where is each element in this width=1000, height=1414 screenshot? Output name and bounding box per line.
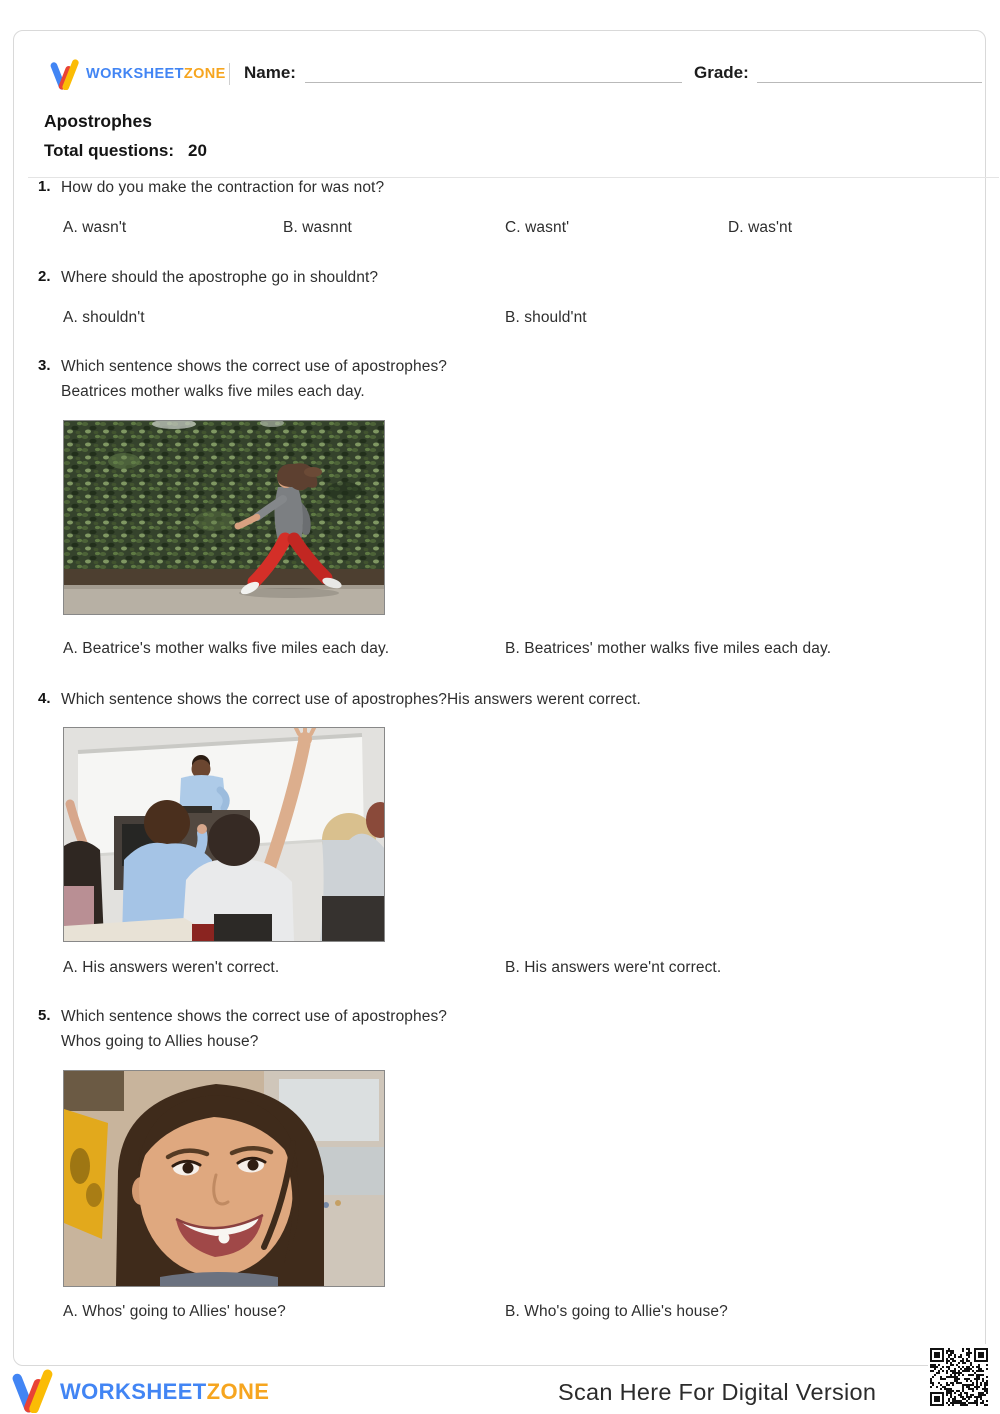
footer-brand-word-worksheet: WORKSHEET	[60, 1379, 207, 1404]
footer-brand-word-zone: ZONE	[206, 1379, 270, 1404]
question-2-option-b: B. should'nt	[505, 309, 587, 326]
question-1-option-b: B. wasnnt	[283, 219, 352, 236]
question-4-number: 4.	[38, 690, 51, 707]
question-3-image-woman-walking	[63, 420, 385, 615]
question-5-number: 5.	[38, 1007, 51, 1024]
question-5-option-b: B. Who's going to Allie's house?	[505, 1303, 728, 1320]
question-2-text: Where should the apostrophe go in shouldnt?	[61, 269, 379, 286]
question-3-option-b: B. Beatrices' mother walks five miles each day.	[505, 640, 832, 657]
question-4-image-classroom	[63, 727, 385, 942]
qr-code-graphic	[928, 1344, 990, 1410]
brand-word-zone: ZONE	[183, 66, 226, 82]
total-questions-value: 20	[188, 141, 207, 160]
question-1-text: How do you make the contraction for was not?	[61, 179, 385, 196]
header-separator	[229, 63, 230, 85]
worksheetzone-logo-icon	[50, 59, 80, 90]
brand-word-worksheet: WORKSHEET	[86, 66, 184, 82]
question-3-text-line2: Beatrices mother walks five miles each day.	[61, 383, 365, 400]
grade-label: Grade:	[694, 63, 749, 82]
total-questions-label: Total questions:	[44, 141, 175, 160]
question-1-option-d: D. was'nt	[728, 219, 793, 236]
question-1-option-c: C. wasnt'	[505, 219, 570, 236]
grade-fill-line[interactable]	[757, 82, 982, 83]
worksheet-title: Apostrophes	[44, 111, 152, 131]
question-4-text: Which sentence shows the correct use of apostrophes?His answers werent correct.	[61, 691, 641, 708]
worksheetzone-wordmark	[86, 66, 226, 82]
question-3-option-a: A. Beatrice's mother walks five miles each day.	[63, 640, 390, 657]
name-label: Name:	[244, 63, 296, 82]
question-2-number: 2.	[38, 268, 51, 285]
question-4-option-b: B. His answers were'nt correct.	[505, 959, 722, 976]
question-1-number: 1.	[38, 178, 51, 195]
name-fill-line[interactable]	[305, 82, 682, 83]
question-5-image-smiling-girl	[63, 1070, 385, 1287]
question-3-text-line1: Which sentence shows the correct use of apostrophes?	[61, 358, 448, 375]
footer-worksheetzone-wordmark	[60, 1379, 269, 1405]
total-questions	[44, 141, 207, 161]
question-1-option-a: A. wasn't	[63, 219, 127, 236]
footer-worksheetzone-logo-icon	[12, 1369, 54, 1413]
question-5-text-line2: Whos going to Allies house?	[61, 1033, 259, 1050]
header-divider	[28, 177, 999, 178]
question-2-option-a: A. shouldn't	[63, 309, 145, 326]
qr-code	[928, 1344, 990, 1410]
question-3-number: 3.	[38, 357, 51, 374]
classroom-illustration	[64, 728, 384, 941]
scan-digital-version-text: Scan Here For Digital Version	[558, 1379, 877, 1405]
question-5-text-line1: Which sentence shows the correct use of apostrophes?	[61, 1008, 448, 1025]
question-4-option-a: A. His answers weren't correct.	[63, 959, 280, 976]
woman-walking-illustration	[64, 421, 384, 614]
question-5-option-a: A. Whos' going to Allies' house?	[63, 1303, 286, 1320]
smiling-girl-illustration	[64, 1071, 384, 1286]
